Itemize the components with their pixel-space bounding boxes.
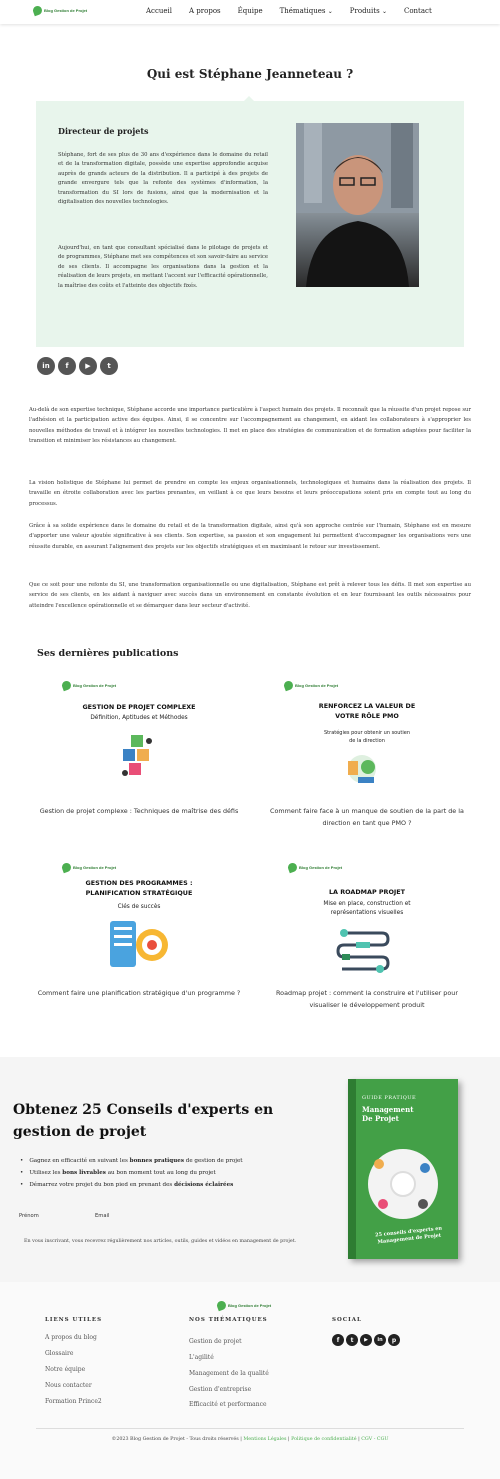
twitter-icon[interactable]: t	[346, 1334, 358, 1346]
profile-role: Directeur de projets	[58, 126, 149, 136]
roadmap-illustration-icon	[336, 927, 390, 973]
footer-col-title-topics: NOS THÉMATIQUES	[189, 1317, 268, 1323]
footer-logo-text: Blog Gestion de Projet	[228, 1303, 272, 1308]
thumb-title: RENFORCEZ LA VALEUR DE VOTRE RÔLE PMO	[318, 702, 416, 720]
copyright-text: ©2023 Blog Gestion de Projet - Tous droits réservés	[111, 1437, 239, 1442]
nav-contact[interactable]: Contact	[403, 7, 432, 15]
site-footer	[0, 1282, 500, 1479]
footer-link[interactable]: Gestion d'entreprise	[189, 1386, 252, 1393]
leaf-icon	[61, 862, 73, 874]
thumb-title: LA ROADMAP PROJET	[328, 888, 406, 896]
publication-thumbnail[interactable]	[34, 857, 244, 977]
benefit-item	[20, 1179, 243, 1191]
footer-bottom-bar	[0, 1437, 500, 1442]
footer-link[interactable]: Notre équipe	[45, 1366, 86, 1373]
footer-link[interactable]: Glossaire	[45, 1350, 74, 1357]
footer-social-links	[332, 1334, 400, 1346]
newsletter-section	[0, 1057, 500, 1282]
thumb-title: GESTION DES PROGRAMMES : PLANIFICATION STRATÉGIQUE	[85, 879, 193, 897]
nav-a-propos[interactable]: A propos	[189, 7, 221, 15]
publications-heading: Ses dernières publications	[37, 648, 179, 659]
profile-social-links	[37, 357, 118, 375]
benefit-text: au bon moment tout au long du projet	[105, 1170, 216, 1176]
nav-accueil[interactable]: Accueil	[146, 7, 173, 15]
linkedin-icon[interactable]: in	[37, 357, 55, 375]
publication-thumbnail[interactable]	[262, 857, 472, 977]
benefit-text: Démarrez votre projet du bon pied en prenant des	[29, 1182, 175, 1188]
footer-link[interactable]: Management de la qualité	[189, 1370, 269, 1377]
leaf-icon	[32, 5, 44, 17]
person-shape	[374, 1159, 384, 1169]
person-shape	[420, 1163, 430, 1173]
footer-link[interactable]: A propos du blog	[45, 1334, 97, 1341]
publication-card-3[interactable]	[34, 857, 244, 1027]
book-subtitle: 25 conseils d'experts en Management de Projet	[374, 1225, 443, 1246]
bio-paragraph-4: Que ce soit pour une refonte du SI, une transformation organisationnelle ou une digitalisation, Stéphane est prêt à relever tous les défis. Il met son expertise au service de ses clients, en les aidant à naviguer avec succès dans un environnement en constante évolution et en leur fournissant les outils nécessaires pour atteindre l'excellence opérationnelle et se démarquer dans leur secteur d'activité.	[29, 582, 471, 609]
terms-link[interactable]: CGV - CGU	[361, 1437, 389, 1442]
puzzle-illustration-icon	[119, 733, 159, 781]
thumb-logo	[62, 863, 116, 872]
thumb-brand: Blog Gestion de Projet	[73, 865, 117, 870]
benefit-emphasis: décisions éclairées	[174, 1182, 234, 1188]
profile-card	[36, 101, 464, 347]
thumb-brand: Blog Gestion de Projet	[299, 865, 343, 870]
publication-title[interactable]: Gestion de projet complexe : Techniques de maîtrise des défis	[39, 807, 239, 815]
publication-title[interactable]: Comment faire face à un manque de soutien de la part de la direction en tant que PMO ?	[270, 807, 464, 827]
chevron-down-icon: ⌄	[381, 8, 387, 15]
profile-photo	[296, 123, 419, 287]
benefit-emphasis: bonnes pratiques	[129, 1158, 184, 1164]
page-title: Qui est Stéphane Jeanneteau ?	[146, 67, 354, 81]
thumb-logo	[288, 863, 342, 872]
book-title: Management De Projet	[362, 1105, 414, 1123]
youtube-icon[interactable]: ▶	[79, 357, 97, 375]
youtube-icon[interactable]: ▶	[360, 1334, 372, 1346]
linkedin-icon[interactable]: in	[374, 1334, 386, 1346]
person-shape	[378, 1199, 388, 1209]
profile-paragraph-2: Aujourd'hui, en tant que consultant spécialisé dans le pilotage de projets et de programmes, Stéphane met ses compétences et son savoir-faire au service de ses clients. Il accompagne les organisations dans la gestion et la réalisation de leurs projets, en mettant l'accent sur l'efficacité opérationnelle, la maîtrise des coûts et l'atteinte des objectifs fixés.	[58, 245, 268, 289]
nav-thematiques-label: Thématiques	[279, 7, 326, 15]
firstname-field[interactable]: Prénom	[19, 1213, 39, 1219]
publication-card-2[interactable]	[262, 675, 472, 845]
newsletter-heading: Obtenez 25 Conseils d'experts en gestion de projet	[13, 1102, 274, 1140]
legal-link[interactable]: Mentions Légales	[243, 1437, 287, 1442]
separator: |	[240, 1437, 242, 1442]
pmo-illustration-icon	[344, 751, 380, 789]
footer-link[interactable]: Nous contacter	[45, 1382, 92, 1389]
leaf-icon	[61, 680, 73, 692]
benefit-text: de gestion de projet	[183, 1158, 243, 1164]
footer-logo[interactable]	[217, 1301, 271, 1310]
benefit-text: Utilisez les	[29, 1170, 63, 1176]
thumb-subtitle: Mise en place, construction et représentations visuelles	[323, 901, 411, 916]
separator: |	[358, 1437, 360, 1442]
footer-divider	[36, 1428, 464, 1429]
publication-thumbnail[interactable]	[34, 675, 244, 795]
chevron-down-icon: ⌄	[327, 8, 333, 15]
benefit-emphasis: bons livrables	[62, 1170, 106, 1176]
nav-produits-label: Produits	[349, 7, 380, 15]
publication-title[interactable]: Roadmap projet : comment la construire et l'utiliser pour visualiser le développement produit	[276, 989, 458, 1009]
thumb-brand: Blog Gestion de Projet	[295, 683, 339, 688]
benefit-item	[20, 1167, 243, 1179]
benefit-item	[20, 1155, 243, 1167]
publication-thumbnail[interactable]	[262, 675, 472, 795]
subscribe-button[interactable]	[226, 1209, 310, 1223]
facebook-icon[interactable]: f	[332, 1334, 344, 1346]
newsletter-disclaimer: En vous inscrivant, vous recevrez régulièrement nos articles, outils, guides et vidéos en management de projet.	[24, 1239, 297, 1244]
thumb-logo	[62, 681, 116, 690]
nav-produits[interactable]	[350, 7, 387, 15]
newsletter-benefits	[20, 1155, 243, 1191]
thumb-subtitle: Définition, Aptitudes et Méthodes	[90, 715, 188, 721]
profile-paragraph-1: Stéphane, fort de ses plus de 30 ans d'expérience dans le domaine du retail et de la transformation digitale, possède une expertise approfondie acquise auprès de grands acteurs de la distribution. Il a participé à des projets de grande envergure tels que la refonte des systèmes d'information, la transformation du SI lors de fusions, ainsi que la modernisation et la digitalisation des nouvelles technologies.	[58, 152, 268, 206]
leaf-icon	[283, 680, 295, 692]
bio-paragraph-3: Grâce à sa solide expérience dans le domaine du retail et de la transformation digitale, ainsi qu'à son approche centrée sur l'humain, Stéphane est en mesure d'apporter une valeur ajoutée significative à ses clients. Son expertise, sa passion et son engagement lui permettent d'accompagner les organisations vers une réussite durable, en assurant l'alignement des projets sur les objectifs stratégiques et en maximisant le retour sur investissement.	[29, 523, 471, 550]
thumb-logo	[284, 681, 338, 690]
site-header	[0, 0, 500, 24]
email-field[interactable]: Email	[95, 1213, 110, 1219]
footer-link[interactable]: Formation Prince2	[45, 1398, 102, 1405]
nav-thematiques[interactable]	[280, 7, 333, 15]
footer-link[interactable]: L'agilité	[189, 1354, 214, 1361]
benefit-text: Gagnez en efficacité en suivant les	[29, 1158, 130, 1164]
book-kicker: GUIDE PRATIQUE	[362, 1095, 417, 1101]
footer-col-title-links: LIENS UTILES	[45, 1317, 103, 1323]
privacy-link[interactable]: Politique de confidentialité	[291, 1437, 357, 1442]
main-nav	[146, 7, 449, 15]
facebook-icon[interactable]: f	[58, 357, 76, 375]
publication-title[interactable]: Comment faire une planification stratégique d'un programme ?	[37, 989, 241, 997]
footer-col-title-social: SOCIAL	[332, 1317, 362, 1323]
twitter-icon[interactable]: t	[100, 357, 118, 375]
logo-text: Blog Gestion de Projet	[44, 8, 88, 13]
footer-link[interactable]: Gestion de projet	[189, 1338, 242, 1345]
leaf-icon	[287, 862, 299, 874]
bio-paragraph-1: Au-delà de son expertise technique, Stéphane accorde une importance particulière à l'aspect humain des projets. Il reconnaît que la réussite d'un projet repose sur l'adhésion et la participation active des équipes. Ainsi, il se concentre sur l'accompagnement au changement, en aidant les collaborateurs à s'approprier les nouvelles méthodes de travail et à intégrer les nouvelles technologies. Il met en place des stratégies de communication et de formation adaptées pour faciliter la transition et minimiser les résistances au changement.	[29, 407, 471, 445]
thumb-subtitle: Stratégies pour obtenir un soutien de la direction	[324, 730, 410, 744]
footer-link[interactable]: Efficacité et performance	[189, 1401, 267, 1408]
publication-card-1[interactable]	[34, 675, 244, 845]
leaf-icon	[216, 1300, 228, 1312]
table-shape	[390, 1171, 416, 1197]
book-illustration	[368, 1149, 438, 1219]
thumb-subtitle: Clés de succès	[117, 904, 161, 910]
bio-paragraph-2: La vision holistique de Stéphane lui permet de prendre en compte les enjeux organisationnels, technologiques et humains dans la réalisation des projets. Il travaille en étroite collaboration avec les parties prenantes, en veillant à ce que leurs besoins et leurs préoccupations soient pris en compte tout au long du processus.	[29, 480, 471, 507]
nav-equipe[interactable]: Équipe	[237, 7, 263, 15]
ebook-cover	[348, 1079, 458, 1259]
site-logo[interactable]	[33, 6, 87, 15]
person-shape	[418, 1199, 428, 1209]
pinterest-icon[interactable]: p	[388, 1334, 400, 1346]
separator: |	[287, 1437, 290, 1442]
thumb-title: GESTION DE PROJET COMPLEXE	[82, 703, 196, 711]
book-spine	[348, 1079, 356, 1259]
thumb-brand: Blog Gestion de Projet	[73, 683, 117, 688]
strategy-illustration-icon	[106, 917, 172, 973]
publication-card-4[interactable]	[262, 857, 472, 1027]
